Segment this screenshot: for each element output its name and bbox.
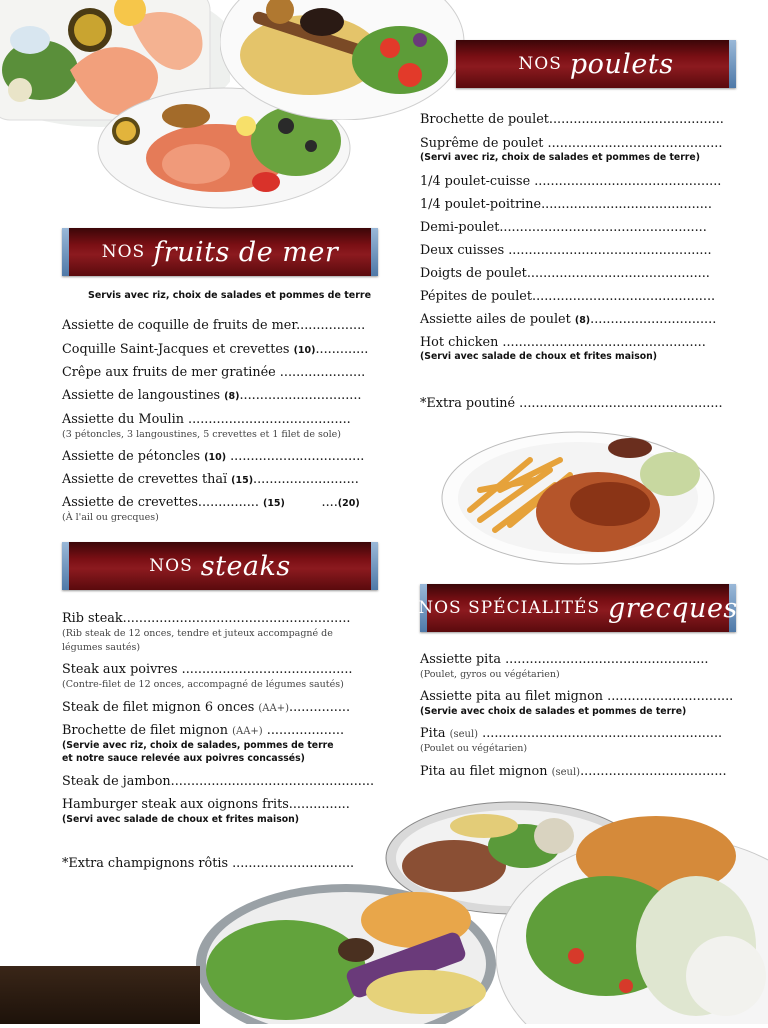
brochette-plate-photo xyxy=(220,0,466,120)
menu-item: Suprême de poulet ........................................... xyxy=(420,136,723,151)
item-note: et notre sauce relevée aux poivres concassés) xyxy=(62,753,305,764)
banner-title: fruits de mer xyxy=(153,236,339,268)
menu-item: Assiette de pétoncles (10) ................................. xyxy=(62,449,365,464)
menu-item: Coquille Saint-Jacques et crevettes (10)............. xyxy=(62,342,369,357)
banner-prefix: NOS SPÉCIALITÉS xyxy=(418,598,600,618)
menu-item: Steak aux poivres .......................................... xyxy=(62,662,353,677)
pita-chips-plate-photo xyxy=(496,806,768,1024)
banner-title: poulets xyxy=(569,48,674,80)
banner-prefix: NOS xyxy=(101,242,146,262)
souvlaki-plate-photo xyxy=(196,880,506,1024)
menu-item: Assiette ailes de poulet (8)............................... xyxy=(420,312,717,327)
menu-item: Brochette de filet mignon (AA+) ................... xyxy=(62,723,345,738)
item-note: (Servie avec choix de salades et pommes de terre) xyxy=(420,706,687,717)
menu-item: Assiette du Moulin ........................................ xyxy=(62,412,351,427)
section-banner-fruits-de-mer xyxy=(62,228,378,276)
item-note: légumes sautés) xyxy=(62,642,141,653)
menu-item: Rib steak........................................................ xyxy=(62,611,351,626)
section-subtitle: Servis avec riz, choix de salades et pommes de terre xyxy=(88,290,372,301)
banner-prefix: NOS xyxy=(518,54,562,74)
menu-item: Steak de jambon.................................................. xyxy=(62,774,375,789)
menu-item: Assiette pita .................................................. xyxy=(420,652,709,667)
item-note: (Servi avec salade de choux et frites maison) xyxy=(420,351,657,362)
menu-item: Steak de filet mignon 6 onces (AA+)............... xyxy=(62,700,351,715)
menu-item: Assiette de crevettes thaï (15).......................... xyxy=(62,472,359,487)
roast-chicken-photo xyxy=(440,430,718,570)
menu-item: 1/4 poulet-cuisse .............................................. xyxy=(420,174,722,189)
section-banner-steaks xyxy=(62,542,378,590)
item-note: (Servi avec salade de choux et frites maison) xyxy=(62,814,299,825)
item-note: (Servi avec riz, choix de salades et pommes de terre) xyxy=(420,152,700,163)
menu-item: Pita au filet mignon (seul).................................... xyxy=(420,764,727,779)
menu-item: Pépites de poulet............................................. xyxy=(420,289,716,304)
menu-item: Doigts de poulet............................................. xyxy=(420,266,710,281)
menu-item: Crêpe aux fruits de mer gratinée ..................... xyxy=(62,365,366,380)
item-note: (3 pétoncles, 3 langoustines, 5 crevettes et 1 filet de sole) xyxy=(62,429,341,440)
section-banner-poulets xyxy=(456,40,736,88)
banner-title: steaks xyxy=(200,550,291,582)
banner-prefix: NOS xyxy=(149,556,193,576)
menu-item: 1/4 poulet-poitrine.......................................... xyxy=(420,197,712,212)
menu-item: Assiette de langoustines (8).............................. xyxy=(62,388,362,403)
wood-table-background xyxy=(0,966,200,1024)
menu-item: Deux cuisses .................................................. xyxy=(420,243,712,258)
menu-item: Hamburger steak aux oignons frits............... xyxy=(62,797,350,812)
menu-item: Demi-poulet................................................... xyxy=(420,220,707,235)
banner-title: grecques xyxy=(607,592,738,624)
menu-item: Brochette de poulet........................................... xyxy=(420,112,724,127)
menu-item: Assiette pita au filet mignon ............................... xyxy=(420,689,734,704)
item-note: (Poulet, gyros ou végétarien) xyxy=(420,669,560,680)
item-note: (Contre-filet de 12 onces, accompagné de légumes sautés) xyxy=(62,679,344,690)
menu-item: Assiette de crevettes............... (15) ....(20) xyxy=(62,495,360,510)
menu-item: *Extra champignons rôtis .............................. xyxy=(62,856,355,871)
menu-item: *Extra poutiné .................................................. xyxy=(420,396,723,411)
section-banner-specialites-grecques xyxy=(420,584,736,632)
menu-item: Pita (seul) ........................................................... xyxy=(420,726,723,741)
item-note: (Poulet ou végétarien) xyxy=(420,743,528,754)
item-note: (Rib steak de 12 onces, tendre et juteux accompagné de xyxy=(62,628,333,639)
item-note: (À l'ail ou grecques) xyxy=(62,512,159,523)
menu-item: Assiette de coquille de fruits de mer................. xyxy=(62,318,366,333)
item-note: (Servie avec riz, choix de salades, pommes de terre xyxy=(62,740,334,751)
menu-item: Hot chicken .................................................. xyxy=(420,335,706,350)
